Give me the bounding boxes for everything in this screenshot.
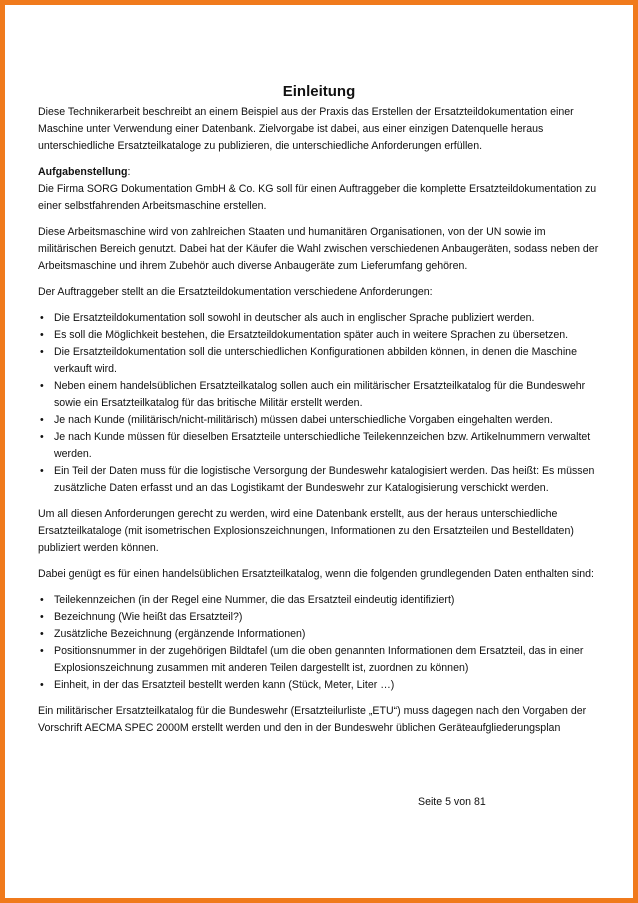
list-item: • Je nach Kunde müssen für dieselben Ersatzteile unterschiedliche Teilekennzeichen bzw. Artikelnummern verwaltet werden.: [38, 429, 600, 463]
list-item: • Es soll die Möglichkeit bestehen, die Ersatzteildokumentation später auch in weitere Sprachen zu übersetzen.: [38, 327, 600, 344]
list-item: • Teilekennzeichen (in der Regel eine Nummer, die das Ersatzteil eindeutig identifiziert): [38, 592, 600, 609]
requirements-intro: Der Auftraggeber stellt an die Ersatzteildokumentation verschiedene Anforderungen:: [38, 286, 433, 298]
basic-data-intro: Dabei genügt es für einen handelsüblichen Ersatzteilkatalog, wenn die folgenden grundlegenden Daten enthalten sind:: [38, 568, 594, 580]
database-paragraph: Um all diesen Anforderungen gerecht zu werden, wird eine Datenbank erstellt, aus der heraus unterschiedliche Ersatzteilkataloge (mit isometrischen Explosionszeichnungen, Informationen zu den Ersatzteilen und Bestelldaten) publiziert werden können.: [38, 508, 574, 554]
list-item: • Neben einem handelsüblichen Ersatzteilkatalog sollen auch ein militärischer Ersatzteilkatalog für die Bundeswehr sowie ein Ersatzteilkatalog für das britische Militär erstellt werden.: [38, 378, 600, 412]
page-number: Seite 5 von 81: [418, 796, 486, 808]
list-item: • Je nach Kunde (militärisch/nicht-militärisch) müssen dabei unterschiedliche Vorgaben eingehalten werden.: [38, 412, 600, 429]
list-item: • Einheit, in der das Ersatzteil bestellt werden kann (Stück, Meter, Liter …): [38, 677, 600, 694]
task-heading-colon: :: [127, 166, 131, 178]
list-item: • Die Ersatzteildokumentation soll die unterschiedlichen Konfigurationen abbilden können, in denen die Maschine verkauft wird.: [38, 344, 600, 378]
machine-paragraph: Diese Arbeitsmaschine wird von zahlreichen Staaten und humanitären Organisationen, von der UN sowie im militärischen Bereich genutzt. Dabei hat der Käufer die Wahl zwischen verschiedenen Anbaugeräten, sodass neben der Arbeitsmaschine und ihrem Zubehör auch diverse Anbaugeräte zum Lieferumfang gehören.: [38, 226, 599, 272]
list-item: • Ein Teil der Daten muss für die logistische Versorgung der Bundeswehr katalogisiert werden. Das heißt: Es müssen zusätzliche Daten erfasst und an das Logistikamt der Bundeswehr zur Katalogisierung verschickt werden.: [38, 463, 600, 497]
list-item: • Die Ersatzteildokumentation soll sowohl in deutscher als auch in englischer Sprache publiziert werden.: [38, 310, 600, 327]
requirements-list: [38, 310, 600, 497]
basic-data-list: [38, 592, 600, 694]
list-item: • Positionsnummer in der zugehörigen Bildtafel (um die oben genannten Informationen dem Ersatzteil, das in einer Explosionszeichnung zusammen mit anderen Teilen dargestellt ist, zuordnen zu können): [38, 643, 600, 677]
list-item: • Bezeichnung (Wie heißt das Ersatzteil?): [38, 609, 600, 626]
task-text: Die Firma SORG Dokumentation GmbH & Co. KG soll für einen Auftraggeber die komplette Ersatzteildokumentation zu einer selbstfahrenden Arbeitsmaschine erstellen.: [38, 183, 597, 212]
task-section: [38, 164, 600, 215]
intro-paragraph: Diese Technikerarbeit beschreibt an einem Beispiel aus der Praxis das Erstellen der Ersatzteildokumentation einer Maschine unter Verwendung einer Datenbank. Zielvorgabe ist dabei, aus einer einzigen Datenquelle heraus unterschiedliche Ersatzteilkataloge zu publizieren, die unterschiedliche Anforderungen erfüllen.: [38, 106, 574, 152]
military-paragraph: Ein militärischer Ersatzteilkatalog für die Bundeswehr (Ersatzteilurliste „ETU“) muss dagegen nach den Vorgaben der Vorschrift AECMA SPEC 2000M erstellt werden und den in der Bundeswehr üblichen Geräteaufgliederungsplan: [38, 705, 587, 734]
page-title: Einleitung: [282, 83, 356, 100]
list-item: • Zusätzliche Bezeichnung (ergänzende Informationen): [38, 626, 600, 643]
document-page: [38, 82, 600, 746]
task-heading: Aufgabenstellung: [38, 166, 128, 178]
